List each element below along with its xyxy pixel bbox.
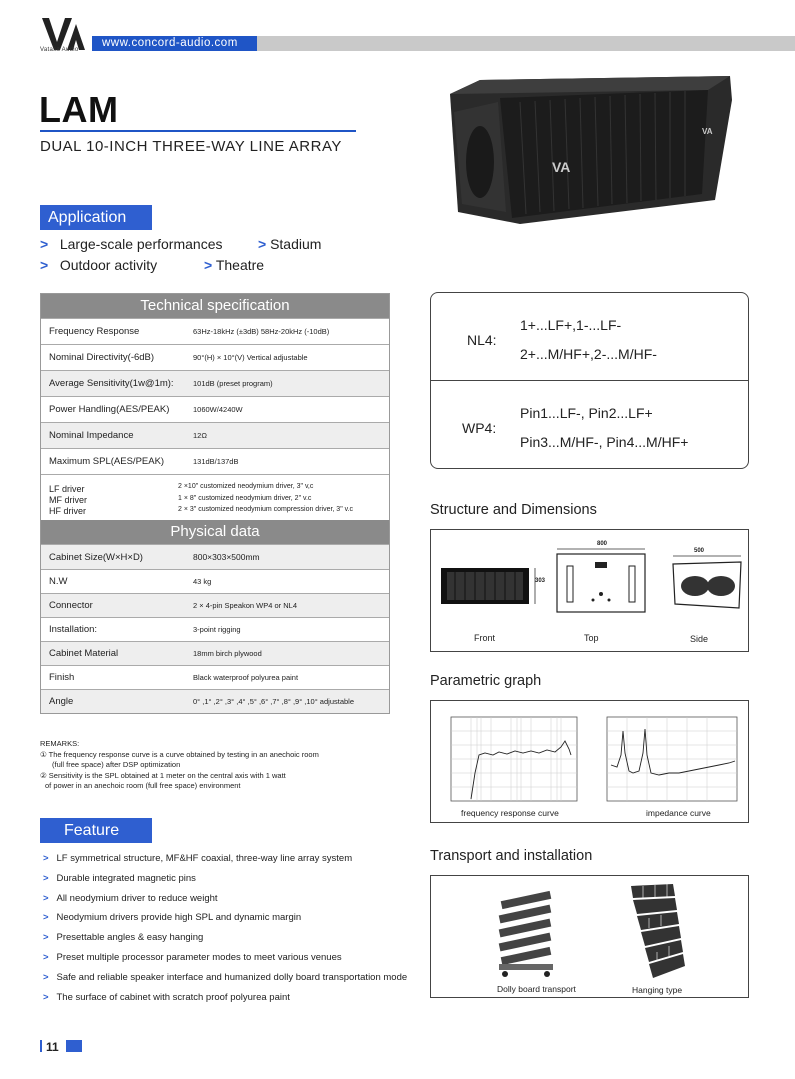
list-item [43, 853, 407, 873]
arrow-icon: > [43, 872, 49, 884]
driver-value: 2 ×10" customized neodymium driver, 3" v,c [178, 483, 314, 490]
application-item: Large-scale performances [59, 236, 223, 252]
product-image [440, 72, 740, 232]
title-underline [40, 130, 356, 132]
spec-value: 12Ω [193, 431, 207, 440]
list-item [43, 992, 407, 1012]
driver-label: LF driver [49, 484, 85, 494]
page-number-marker [40, 1040, 42, 1052]
arrow-icon: > [43, 971, 49, 983]
remark-line: of power in an anechoic room (full free space) environment [45, 781, 241, 790]
structure-heading: Structure and Dimensions [430, 502, 597, 518]
table-row [41, 569, 389, 593]
list-item [43, 893, 407, 913]
spec-value: 2 × 4-pin Speakon WP4 or NL4 [193, 601, 298, 610]
spec-label: Cabinet Material [49, 648, 119, 659]
feature-item: Neodymium drivers provide high SPL and dynamic margin [56, 912, 302, 924]
header-bar [257, 36, 795, 51]
application-item: Stadium [270, 236, 322, 252]
top-view-drawing [553, 544, 649, 616]
spec-label: Frequency Response [49, 326, 140, 337]
page-number-bar [66, 1040, 82, 1052]
spec-label: Finish [49, 672, 75, 683]
spec-label: Cabinet Size(W×H×D) [49, 551, 143, 563]
top-dimension: 800 [597, 541, 608, 547]
table-row [41, 617, 389, 641]
spec-value: 43 kg [193, 577, 212, 586]
hanging-image [623, 882, 689, 982]
arrow-icon: > [43, 951, 49, 963]
nl4-line: 1+...LF+,1-...LF- [520, 317, 622, 333]
website-url[interactable]: www.concord-audio.com [92, 36, 257, 51]
feature-item: All neodymium driver to reduce weight [56, 892, 218, 904]
arrow-icon: > [40, 257, 49, 273]
front-view-drawing [439, 560, 539, 610]
spec-value: 0° ,1° ,2° ,3° ,4° ,5° ,6° ,7° ,8° ,9° ,10° adjustable [193, 697, 354, 706]
driver-label: MF driver [49, 495, 87, 505]
spec-label: Power Handling(AES/PEAK) [49, 404, 170, 415]
table-row [41, 593, 389, 617]
feature-item: LF symmetrical structure, MF&HF coaxial, three-way line array system [56, 853, 353, 864]
spec-value: 3-point rigging [193, 625, 241, 634]
dolly-transport-image [493, 886, 563, 978]
front-dimension: 303 [535, 578, 546, 584]
impedance-caption: impedance curve [646, 808, 711, 818]
wp4-label: WP4: [462, 420, 497, 436]
spec-value: 18mm birch plywood [193, 649, 262, 658]
svg-text:VA: VA [552, 159, 571, 175]
spec-label: Nominal Directivity(-6dB) [49, 352, 155, 363]
table-row [41, 544, 389, 569]
spec-value: 63Hz-18kHz (±3dB) 58Hz-20kHz (-10dB) [193, 327, 330, 336]
technical-spec-header: Technical specification [41, 294, 389, 318]
list-item [43, 952, 407, 972]
list-item [43, 932, 407, 952]
wp4-line: Pin3...M/HF-, Pin4...M/HF+ [520, 434, 689, 450]
arrow-icon: > [43, 932, 49, 944]
arrow-icon: > [258, 236, 267, 252]
list-item [258, 236, 321, 252]
svg-text:VA: VA [702, 127, 713, 136]
application-heading: Application [40, 205, 152, 230]
arrow-icon: > [43, 892, 49, 904]
table-row [41, 344, 389, 370]
hanging-caption: Hanging type [632, 985, 683, 995]
feature-heading: Feature [40, 818, 152, 843]
side-dimension: 500 [694, 548, 705, 554]
driver-value: 1 × 8" customized neodymium driver, 2" v.c [178, 494, 312, 502]
table-row [41, 318, 389, 344]
spec-value: Black waterproof polyurea paint [193, 673, 299, 682]
product-title: LAM [39, 89, 119, 130]
spec-label: Installation: [49, 624, 98, 635]
transport-box [430, 875, 749, 998]
arrow-icon: > [40, 236, 49, 252]
spec-label: N.W [49, 576, 68, 587]
spec-label: Average Sensitivity(1w@1m): [49, 378, 174, 389]
arrow-icon: > [204, 257, 213, 273]
parametric-heading: Parametric graph [430, 673, 542, 689]
transport-heading: Transport and installation [430, 848, 593, 864]
remarks [40, 739, 319, 792]
table-row [41, 665, 389, 689]
physical-data-header: Physical data [41, 520, 389, 544]
table-row [41, 370, 389, 396]
impedance-graph [599, 713, 739, 803]
spec-value: 90°(H) × 10°(V) Vertical adjustable [193, 353, 308, 362]
arrow-icon: > [43, 853, 49, 864]
side-view-drawing [669, 552, 745, 612]
spec-value: 1060W/4240W [193, 405, 243, 414]
list-item [43, 972, 407, 992]
driver-label: HF driver [49, 506, 87, 516]
table-row [41, 396, 389, 422]
spec-label: Angle [49, 696, 74, 707]
wp4-line: Pin1...LF-, Pin2...LF+ [520, 405, 653, 421]
spec-value: 800×303×500mm [193, 552, 260, 562]
spec-label: Nominal Impedance [49, 430, 134, 441]
list-item [40, 236, 223, 252]
nl4-line: 2+...M/HF+,2-...M/HF- [520, 346, 657, 362]
table-row [41, 689, 389, 713]
pin-divider [430, 380, 749, 381]
arrow-icon: > [43, 991, 49, 1003]
remark-line: (full free space) after DSP optimization [52, 760, 181, 769]
list-item [43, 873, 407, 893]
spec-label: Connector [49, 600, 93, 611]
spec-value: 131dB/137dB [193, 457, 239, 466]
list-item [204, 257, 264, 273]
side-caption: Side [690, 634, 709, 644]
feature-item: Durable integrated magnetic pins [56, 872, 196, 884]
feature-item: Preset multiple processor parameter modes to meet various venues [56, 951, 342, 963]
driver-value: 2 × 3" customized neodymium compression driver, 3" v.c [178, 506, 354, 513]
frequency-response-graph [441, 713, 579, 803]
spec-table [40, 293, 390, 714]
brand-name: Vatasa Audio [40, 47, 79, 53]
parametric-box [430, 700, 749, 823]
top-caption: Top [584, 633, 599, 643]
arrow-icon: > [43, 912, 49, 924]
feature-item: The surface of cabinet with scratch proof polyurea paint [56, 991, 290, 1003]
table-row [41, 448, 389, 474]
remark-line: ② Sensitivity is the SPL obtained at 1 meter on the central axis with 1 watt [40, 770, 286, 780]
frequency-response-caption: frequency response curve [461, 808, 559, 818]
product-subtitle: DUAL 10-INCH THREE-WAY LINE ARRAY [40, 138, 342, 155]
spec-label: Maximum SPL(AES/PEAK) [49, 456, 165, 467]
feature-item: Presettable angles & easy hanging [56, 932, 204, 944]
feature-item: Safe and reliable speaker interface and humanized dolly board transportation mode [56, 971, 408, 983]
structure-box [430, 529, 749, 652]
remark-line: ① The frequency response curve is a curve obtained by testing in an anechoic room [40, 749, 319, 759]
table-row [41, 641, 389, 665]
list-item [40, 257, 157, 273]
table-row [41, 474, 389, 520]
dolly-caption: Dolly board transport [497, 984, 576, 994]
spec-value: 101dB (preset program) [193, 379, 273, 388]
application-item: Theatre [215, 257, 265, 273]
table-row [41, 422, 389, 448]
list-item [43, 912, 407, 932]
page-number: 11 [46, 1040, 59, 1054]
nl4-label: NL4: [467, 332, 497, 348]
front-caption: Front [474, 633, 496, 643]
remarks-title: REMARKS: [40, 739, 80, 748]
feature-list [43, 853, 407, 1011]
application-item: Outdoor activity [59, 257, 158, 273]
